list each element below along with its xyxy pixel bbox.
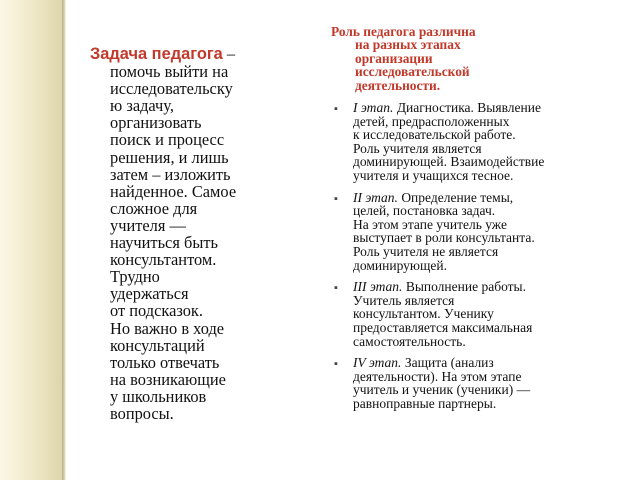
stage-text: к исследовательской работе.	[353, 127, 516, 143]
stage-text: деятельности). На этом этапе	[353, 368, 522, 384]
stage-text: самостоятельность.	[353, 333, 466, 349]
stage-text: Роль учителя не является	[353, 243, 499, 259]
stage-text: консультантом. Ученику	[353, 306, 494, 322]
stage-item	[334, 280, 624, 348]
teacher-task-line: исследовательску	[110, 79, 233, 99]
stage-item	[334, 356, 624, 410]
stage-text: учитель и ученик (ученики) —	[353, 382, 531, 398]
stage-text: Роль учителя является	[353, 140, 482, 156]
teacher-role-title-line: исследовательской	[355, 64, 470, 80]
teacher-task-line: только отвечать	[110, 352, 220, 372]
stage-text: Учитель является	[353, 292, 455, 308]
stage-name: III этап.	[353, 279, 403, 295]
stage-name: II этап.	[353, 189, 398, 205]
teacher-role-title-line: Роль педагога различна	[331, 24, 476, 39]
stage-name: I этап.	[353, 100, 394, 115]
teacher-task-heading: Задача педагога	[90, 45, 223, 63]
teacher-task-line: у школьников	[110, 386, 207, 406]
bullet-icon: ▪	[334, 103, 338, 115]
bullet-icon: ▪	[334, 192, 338, 205]
stage-text: предоставляется максимальная	[353, 319, 533, 335]
stage-text: выступает в роли консультанта.	[353, 230, 535, 246]
stage-text: На этом этапе учитель уже	[353, 216, 507, 232]
decorative-side-bar	[0, 0, 62, 480]
bullet-icon: ▪	[334, 282, 338, 295]
teacher-task-line: Трудно	[110, 267, 160, 287]
stage-first-line	[353, 356, 624, 370]
teacher-task-line: организовать	[110, 113, 202, 133]
stage-first-line	[353, 191, 624, 205]
stage-text: детей, предрасположенных	[353, 113, 510, 129]
stage-text: целей, постановка задач.	[353, 203, 496, 219]
stage-text: Определение темы,	[397, 189, 514, 205]
stage-first-line	[353, 101, 624, 115]
teacher-task-first-line	[90, 45, 295, 63]
teacher-task-line: Но важно в ходе	[110, 318, 225, 338]
bullet-icon: ▪	[334, 358, 338, 371]
teacher-role-title-line: организации	[355, 50, 433, 66]
teacher-task-line: консультаций	[110, 335, 205, 355]
stage-name: IV этап.	[353, 355, 402, 371]
teacher-task-line: от подсказок.	[110, 301, 203, 321]
stages-list	[334, 101, 624, 418]
teacher-task-line: ю задачу,	[110, 96, 174, 116]
stage-text: равноправные партнеры.	[353, 395, 497, 411]
teacher-task-line: сложное для	[110, 198, 198, 218]
teacher-role-title	[331, 25, 561, 92]
teacher-task-line: на возникающие	[110, 369, 226, 389]
teacher-task-line: учителя —	[110, 215, 186, 235]
stage-text: доминирующей.	[353, 257, 447, 273]
teacher-task-line: консультантом.	[110, 250, 217, 270]
teacher-role-title-line: деятельности.	[355, 77, 441, 93]
stage-text: Выполнение работы.	[402, 279, 526, 295]
stage-text: Защита (анализ	[401, 355, 494, 371]
decorative-side-bar-edge	[62, 0, 66, 480]
teacher-task-line: затем – изложить	[110, 164, 231, 184]
teacher-role-title-line: на разных этапах	[355, 37, 461, 53]
stage-first-line	[353, 280, 624, 294]
teacher-task-line: поиск и процесс	[110, 130, 225, 150]
teacher-task-line: решения, и лишь	[110, 147, 229, 167]
teacher-task-dash: –	[222, 44, 236, 63]
teacher-task-body	[90, 63, 295, 422]
stage-text: доминирующей. Взаимодействие	[353, 154, 545, 170]
teacher-task-line: научиться быть	[110, 233, 218, 253]
stage-item	[334, 101, 624, 183]
stage-text: учителя и учащихся тесное.	[353, 167, 514, 183]
teacher-task-line: удержаться	[110, 284, 189, 304]
stage-item	[334, 191, 624, 273]
teacher-task-line: помочь выйти на	[110, 62, 229, 82]
teacher-task-block	[90, 45, 295, 422]
teacher-task-line: найденное. Самое	[110, 181, 237, 201]
stage-text: Диагностика. Выявление	[393, 100, 541, 115]
teacher-task-line: вопросы.	[110, 403, 174, 423]
